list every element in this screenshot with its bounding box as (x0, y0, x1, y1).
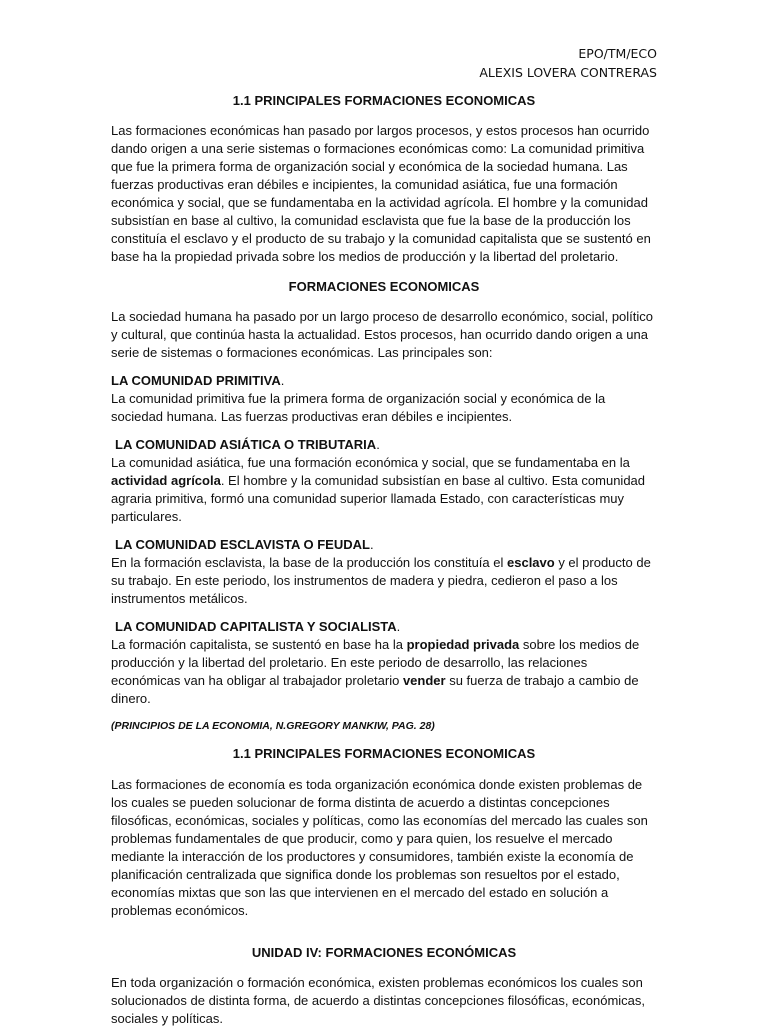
header-course-code: EPO/TM/ECO (578, 46, 657, 61)
paragraph-unidad-iv: En toda organización o formación económica, existen problemas económicos los cuales son solucionados de distinta forma, de acuerdo a distintas concepciones filosóficas, económicas, sociales y políticas. (111, 975, 646, 1026)
page-header (111, 44, 657, 82)
paragraph-economias: Las formaciones de economía es toda organización económica donde existen problemas de los cuales se pueden solucionar de forma distinta de acuerdo a distintas concepciones filosóficas, económicas, sociales y políticas, como las economías del mercado las cuales son problemas fundamentales de que producir, como y para quien, los resuelve el mercado mediante la interacción de los productores y consumidores, también existe la economía de planificación centralizada que significa donde los problemas son resueltos por el estado, economías mixtas que son las que intervienen en el mercado del estado en solución a problemas económicos. (111, 777, 648, 918)
bold-term: vender (402, 673, 446, 688)
title-period: . (376, 437, 380, 452)
subsection-esclavista (111, 536, 657, 608)
paragraph-overview: La sociedad humana ha pasado por un largo proceso de desarrollo económico, social, político y cultural, que continúa hasta la actualidad. Estos procesos, han ocurrido dando origen a una serie de sistemas o formaciones económicas. Las principales son: (111, 309, 654, 360)
subsection-title: LA COMUNIDAD ESCLAVISTA O FEUDAL (115, 537, 370, 552)
text-segment: La comunidad asiática, fue una formación económica y social, que se fundamentaba en la (111, 455, 630, 470)
subsection-text (111, 636, 657, 708)
section-heading-principales-2: 1.1 PRINCIPALES FORMACIONES ECONOMICAS (232, 746, 536, 761)
section-heading-unidad-iv: UNIDAD IV: FORMACIONES ECONÓMICAS (251, 945, 517, 960)
bold-term: propiedad privada (406, 637, 520, 652)
section-heading-formaciones: FORMACIONES ECONOMICAS (288, 279, 480, 294)
subsection-asiatica (111, 436, 657, 526)
subsection-title-line (111, 618, 657, 636)
subsection-text: La comunidad primitiva fue la primera forma de organización social y económica de la sociedad humana. Las fuerzas productivas eran débiles e incipientes. (111, 391, 606, 424)
subsection-title: LA COMUNIDAD PRIMITIVA (111, 373, 281, 388)
text-segment: En la formación esclavista, la base de la producción los constituía el (111, 555, 507, 570)
subsection-text (111, 454, 657, 526)
paragraph-intro: Las formaciones económicas han pasado por largos procesos, y estos procesos han ocurrido dando origen a una serie sistemas o formaciones económicas como: La comunidad primitiva que fue la primera forma de organización social y económica de la sociedad humana. Las fuerzas productivas eran débiles e incipientes, la comunidad asiática, fue una formación económica y social, que se fundamentaba en la actividad agrícola. El hombre y la comunidad subsistían en base al cultivo, la comunidad esclavista que fue la base de la producción los constituía el esclavo y el producto de su trabajo y la comunidad capitalista que se sustentó en base ha la propiedad privada sobre los medios de producción y la libertad del proletario. (111, 123, 651, 264)
bold-term: esclavo (507, 555, 555, 570)
title-period: . (369, 537, 374, 552)
text-segment: y el producto de su trabajo. En este periodo, los instrumentos de madera y piedra, cedieron el paso a los instrumentos metálicos. (111, 555, 651, 606)
bold-term: actividad agrícola (111, 473, 221, 488)
text-segment: su fuerza de trabajo a cambio de dinero. (111, 673, 639, 706)
title-period: . (396, 619, 401, 634)
title-period: . (280, 373, 285, 388)
citation: (PRINCIPIOS DE LA ECONOMIA, N.GREGORY MANKIW, PAG. 28) (111, 720, 435, 732)
header-author: ALEXIS LOVERA CONTRERAS (479, 65, 657, 80)
section-heading-principales: 1.1 PRINCIPALES FORMACIONES ECONOMICAS (232, 93, 536, 108)
subsection-capitalista (111, 618, 657, 708)
subsection-primitiva (111, 372, 657, 426)
subsection-title-line (111, 536, 657, 554)
subsection-title-line (111, 436, 657, 454)
text-segment: sobre los medios de producción y la libertad del proletario. En este periodo de desarrollo, las relaciones económicas van ha obligar al trabajador proletario (111, 637, 640, 688)
subsection-title: LA COMUNIDAD CAPITALISTA Y SOCIALISTA (115, 619, 397, 634)
subsection-title: LA COMUNIDAD ASIÁTICA O TRIBUTARIA (115, 437, 377, 452)
text-segment: . El hombre y la comunidad subsistían en base al cultivo. Esta comunidad agraria primitiva, formó una comunidad superior llamada Estado, con características muy particulares. (111, 473, 646, 524)
text-segment: La formación capitalista, se sustentó en base ha la (111, 637, 407, 652)
subsection-title-line (111, 372, 657, 390)
subsection-text (111, 554, 657, 608)
